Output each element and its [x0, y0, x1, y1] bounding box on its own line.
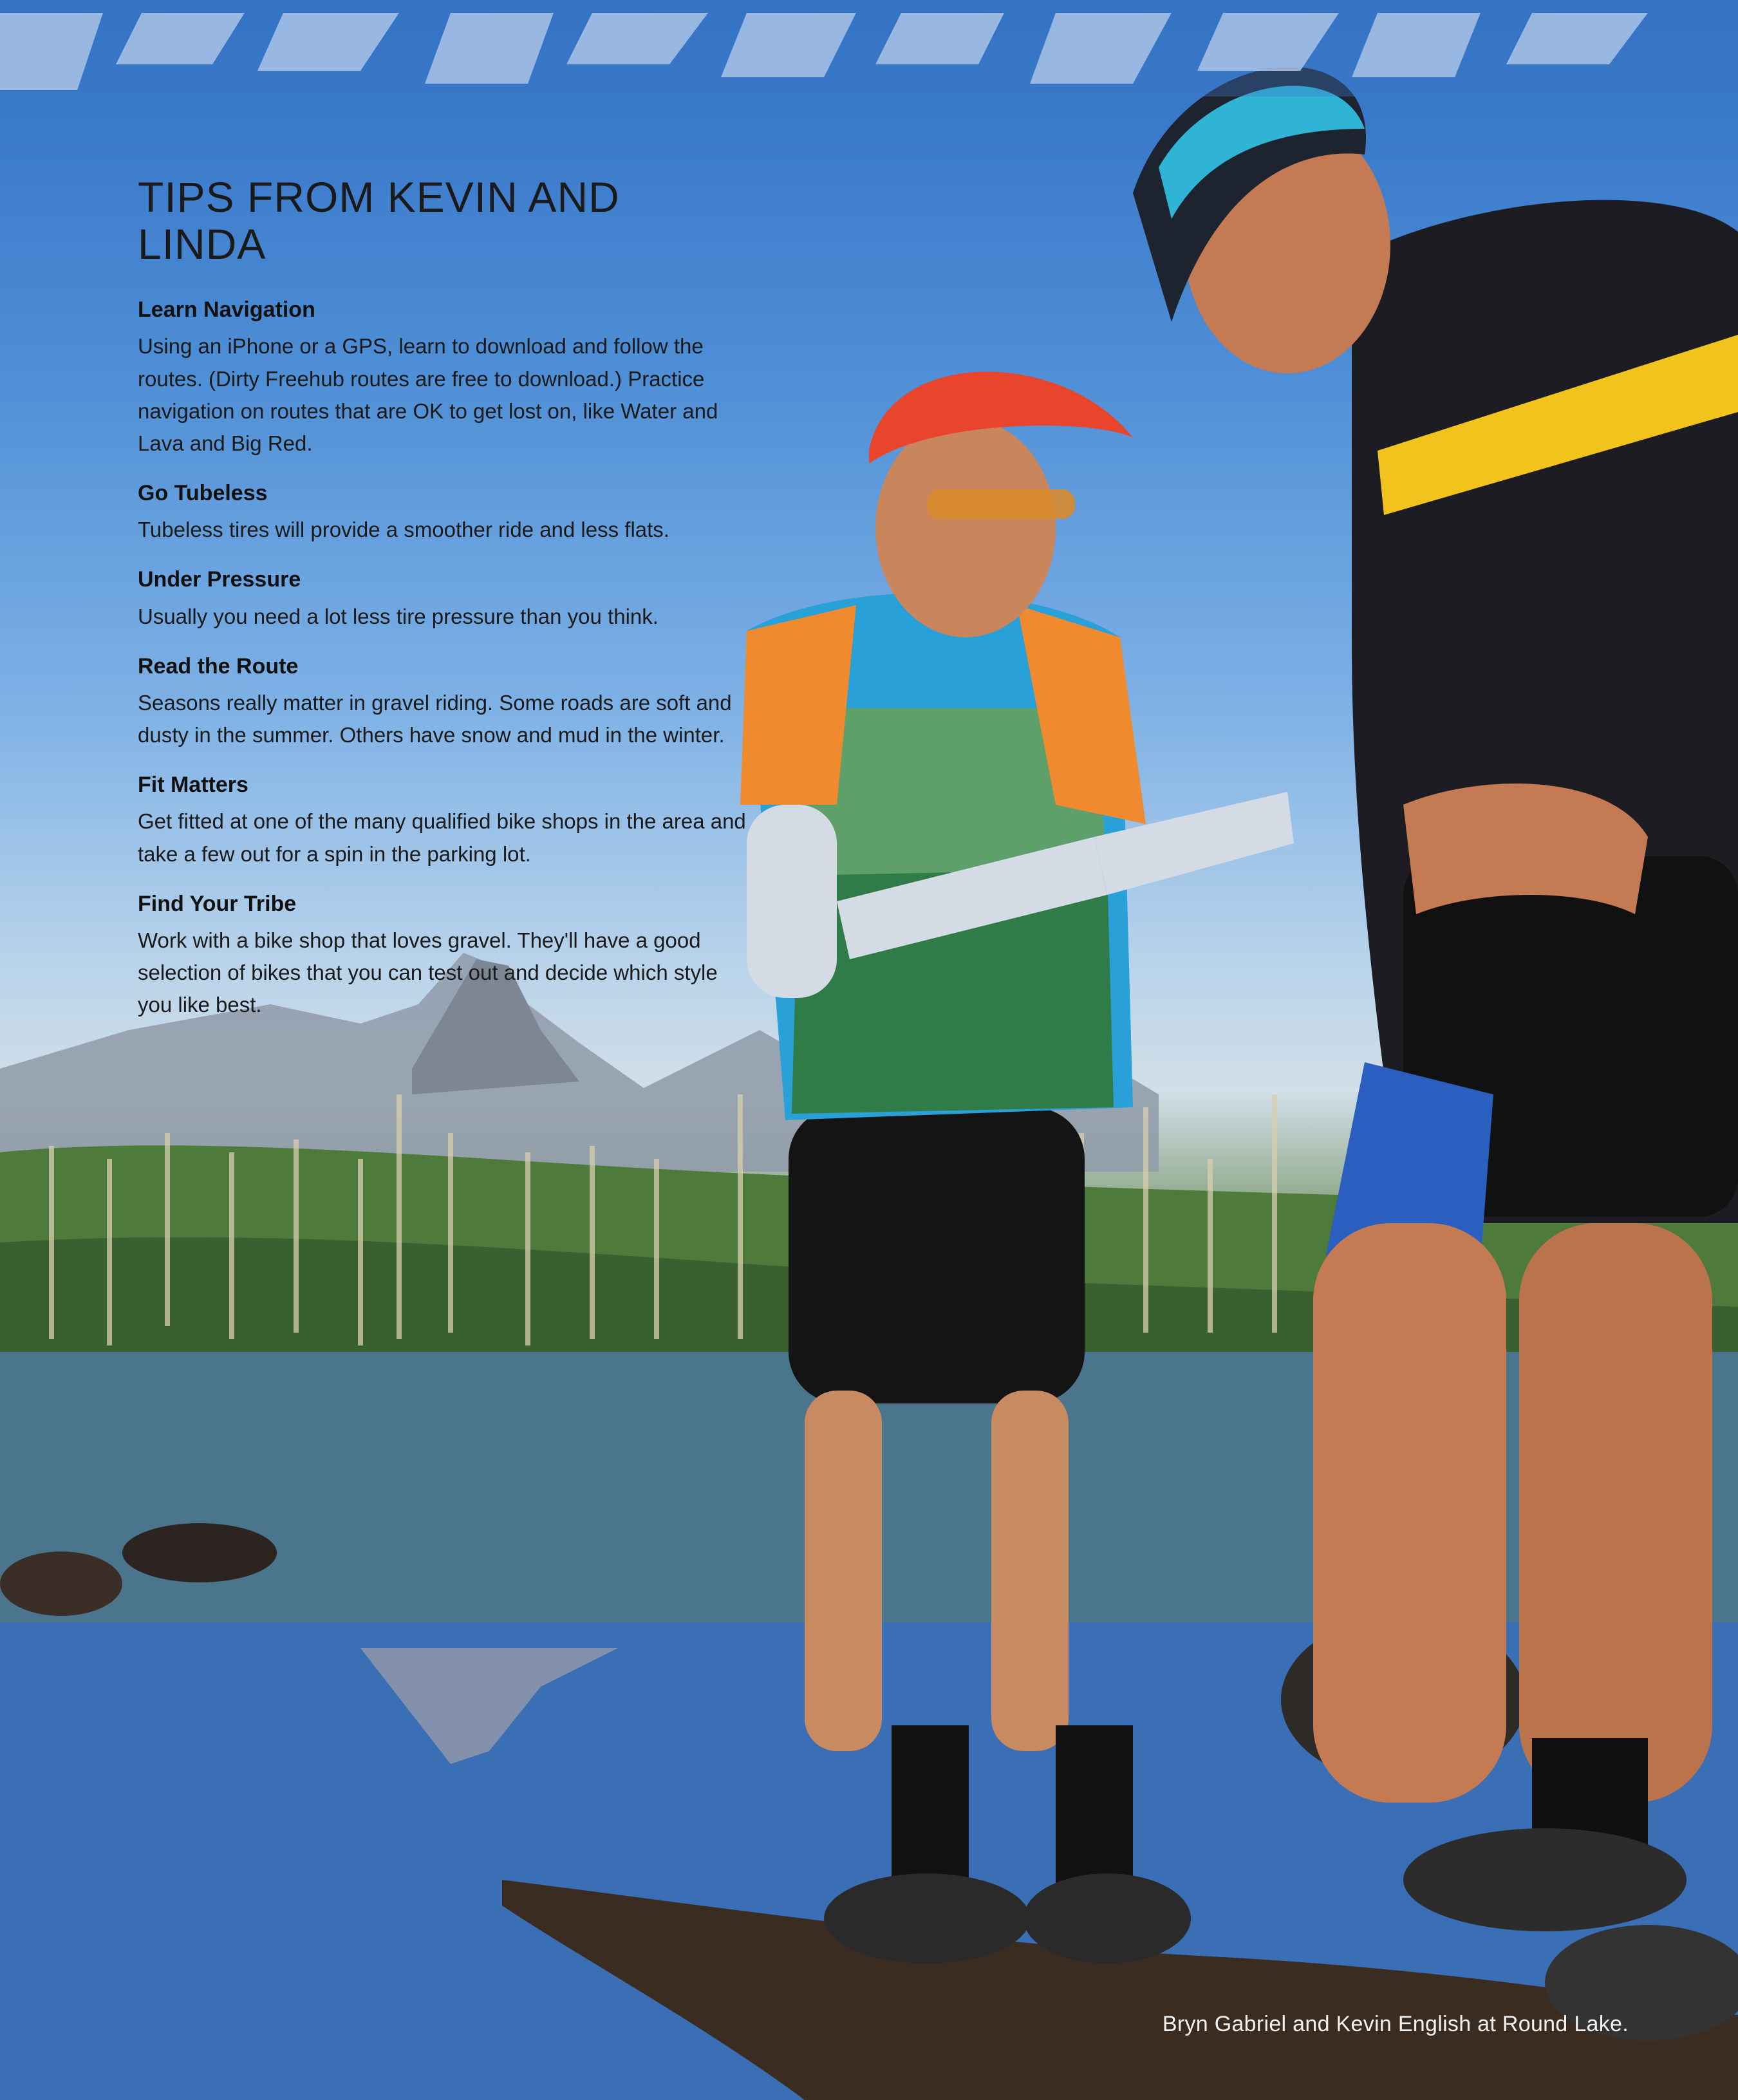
photo-caption: Bryn Gabriel and Kevin English at Round Lake. — [1162, 2012, 1629, 2036]
tip-body: Tubeless tires will provide a smoother ride and less flats. — [138, 518, 669, 542]
tip-heading: Find Your Tribe — [138, 891, 297, 916]
tip-go-tubeless — [138, 479, 749, 546]
tip-body: Get fitted at one of the many qualified bike shops in the area and take a few out for a spin in the parking lot. — [138, 809, 746, 866]
tip-body: Usually you need a lot less tire pressure than you think. — [138, 604, 659, 628]
tip-heading: Go Tubeless — [138, 481, 268, 505]
rock — [122, 1523, 277, 1582]
tip-heading: Learn Navigation — [138, 297, 315, 323]
tip-fit-matters — [138, 771, 749, 870]
tips-section — [138, 174, 749, 1040]
rock — [0, 1552, 122, 1616]
tip-heading: Fit Matters — [138, 773, 248, 798]
tip-find-your-tribe — [138, 890, 749, 1022]
tip-body: Work with a bike shop that loves gravel. They'll have a good selection of bikes that you can test out and decide which style you like best. — [138, 928, 718, 1017]
tip-under-pressure — [138, 565, 749, 632]
tip-heading: Under Pressure — [138, 567, 301, 592]
tip-body: Using an iPhone or a GPS, learn to download and follow the routes. (Dirty Freehub routes are free to download.) Practice navigation on routes that are OK to get lost on, like Water and Lava and Big Red. — [138, 334, 718, 455]
tip-read-the-route — [138, 652, 749, 752]
tire-tread-banner — [0, 0, 1738, 97]
tip-body: Seasons really matter in gravel riding. Some roads are soft and dusty in the summer. Others have snow and mud in the winter. — [138, 690, 732, 747]
tip-heading: Read the Route — [138, 653, 299, 679]
tips-title: TIPS FROM KEVIN AND LINDA — [138, 173, 620, 268]
tip-learn-navigation — [138, 295, 749, 460]
